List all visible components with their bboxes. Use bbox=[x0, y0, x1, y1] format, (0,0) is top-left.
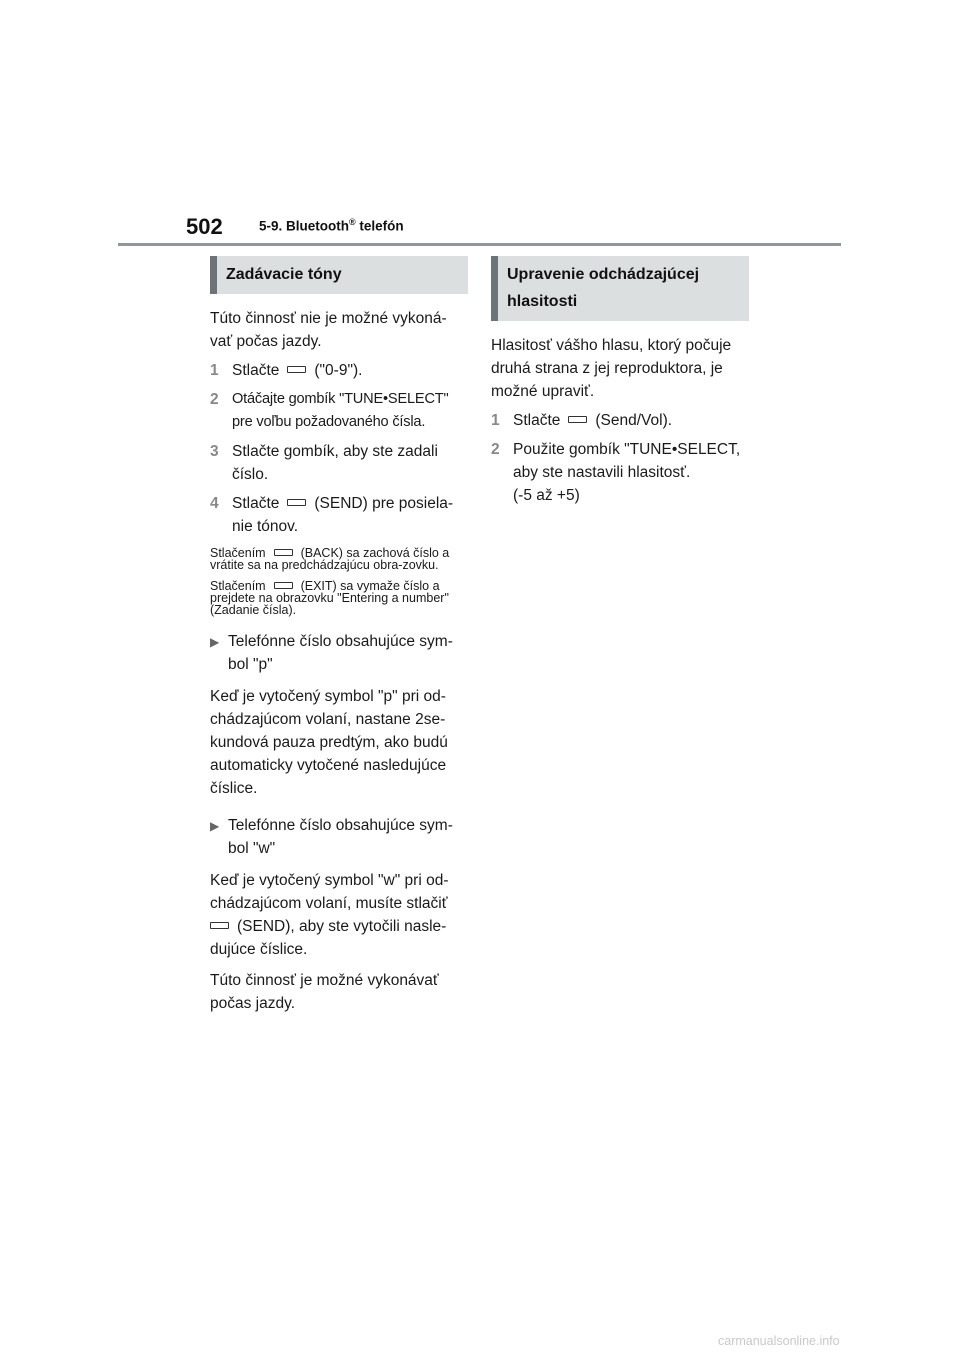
section-suffix: telefón bbox=[355, 218, 404, 234]
step-1 bbox=[491, 409, 749, 432]
step-text-after: (SEND) pre posiela-nie tónov. bbox=[232, 495, 454, 535]
button-rectangle-icon bbox=[210, 922, 229, 929]
note-text-after: (EXIT) sa vymaže číslo a prejdete na obrazovku "Entering a number" (Zadanie čísla). bbox=[210, 579, 449, 617]
bullet-body-before: Keď je vytočený symbol "w" pri od-chádzajúcom volaní, musíte stlačiť bbox=[210, 872, 449, 912]
step-2 bbox=[491, 438, 749, 507]
step-number: 4 bbox=[210, 495, 219, 512]
button-rectangle-icon bbox=[287, 366, 306, 373]
volume-range: (-5 až +5) bbox=[513, 487, 580, 504]
step-number: 2 bbox=[210, 391, 219, 408]
step-number: 1 bbox=[491, 412, 500, 429]
bullet-body: Keď je vytočený symbol "p" pri od-chádzajúcom volaní, nastane 2se-kundová pauza predtým, ako budú automaticky vytočené nasledujúce číslice. bbox=[210, 688, 448, 797]
section-prefix: 5-9. Bluetooth bbox=[259, 218, 349, 234]
note-back bbox=[210, 547, 468, 571]
note-exit bbox=[210, 580, 468, 616]
right-column bbox=[491, 256, 749, 513]
button-rectangle-icon bbox=[274, 582, 293, 589]
step-1 bbox=[210, 359, 468, 382]
bullet-title: Telefónne číslo obsahujúce sym-bol "w" bbox=[228, 817, 453, 857]
registered-mark: ® bbox=[349, 217, 356, 227]
step-text: Použite gombík "TUNE•SELECT, aby ste nastavili hlasitosť. bbox=[513, 441, 741, 481]
note-text-before: Stlačením bbox=[210, 579, 266, 593]
button-rectangle-icon bbox=[568, 416, 587, 423]
button-rectangle-icon bbox=[274, 549, 293, 556]
intro-text: Hlasitosť vášho hlasu, ktorý počuje druhá strana z jej reproduktora, je možné upraviť. bbox=[491, 337, 732, 400]
step-number: 3 bbox=[210, 443, 219, 460]
step-text-before: Stlačte bbox=[232, 362, 280, 379]
triangle-bullet-icon: ▶ bbox=[210, 635, 220, 649]
closing-text: Túto činnosť je možné vykonávať počas jazdy. bbox=[210, 972, 439, 1012]
step-text-before: Stlačte bbox=[513, 412, 561, 429]
step-number: 1 bbox=[210, 362, 219, 379]
step-text-after: (Send/Vol). bbox=[595, 412, 673, 429]
left-column bbox=[210, 256, 468, 1021]
heading-dtmf-tones: Zadávacie tóny bbox=[210, 256, 468, 294]
step-4 bbox=[210, 492, 468, 538]
step-text-before: Stlačte bbox=[232, 495, 280, 512]
note-text-before: Stlačením bbox=[210, 546, 266, 560]
step-2 bbox=[210, 388, 468, 434]
note-text-after: (BACK) sa zachová číslo a vrátite sa na predchádzajúcu obra-zovku. bbox=[210, 546, 450, 572]
page-number: 502 bbox=[186, 214, 223, 239]
watermark: carmanualsonline.info bbox=[718, 1334, 840, 1348]
heading-outgoing-volume: Upravenie odchádzajúcej hlasitosti bbox=[491, 256, 749, 321]
step-text: Stlačte gombík, aby ste zadali číslo. bbox=[232, 443, 438, 483]
bullet-body-after: (SEND), aby ste vytočili nasle-dujúce číslice. bbox=[210, 918, 447, 958]
section-title bbox=[259, 217, 404, 234]
bullet-symbol-p bbox=[210, 630, 468, 676]
step-text-after: ("0-9"). bbox=[314, 362, 363, 379]
bullet-symbol-w bbox=[210, 814, 468, 860]
bullet-title: Telefónne číslo obsahujúce sym-bol "p" bbox=[228, 633, 453, 673]
header-rule bbox=[118, 243, 841, 246]
triangle-bullet-icon: ▶ bbox=[210, 819, 220, 833]
button-rectangle-icon bbox=[287, 499, 306, 506]
bullet-body bbox=[210, 869, 468, 961]
intro-text: Túto činnosť nie je možné vykoná-vať počas jazdy. bbox=[210, 310, 447, 350]
step-text: Otáčajte gombík "TUNE•SELECT" pre voľbu požadovaného čísla. bbox=[232, 391, 449, 430]
step-number: 2 bbox=[491, 441, 500, 458]
step-3 bbox=[210, 440, 468, 486]
